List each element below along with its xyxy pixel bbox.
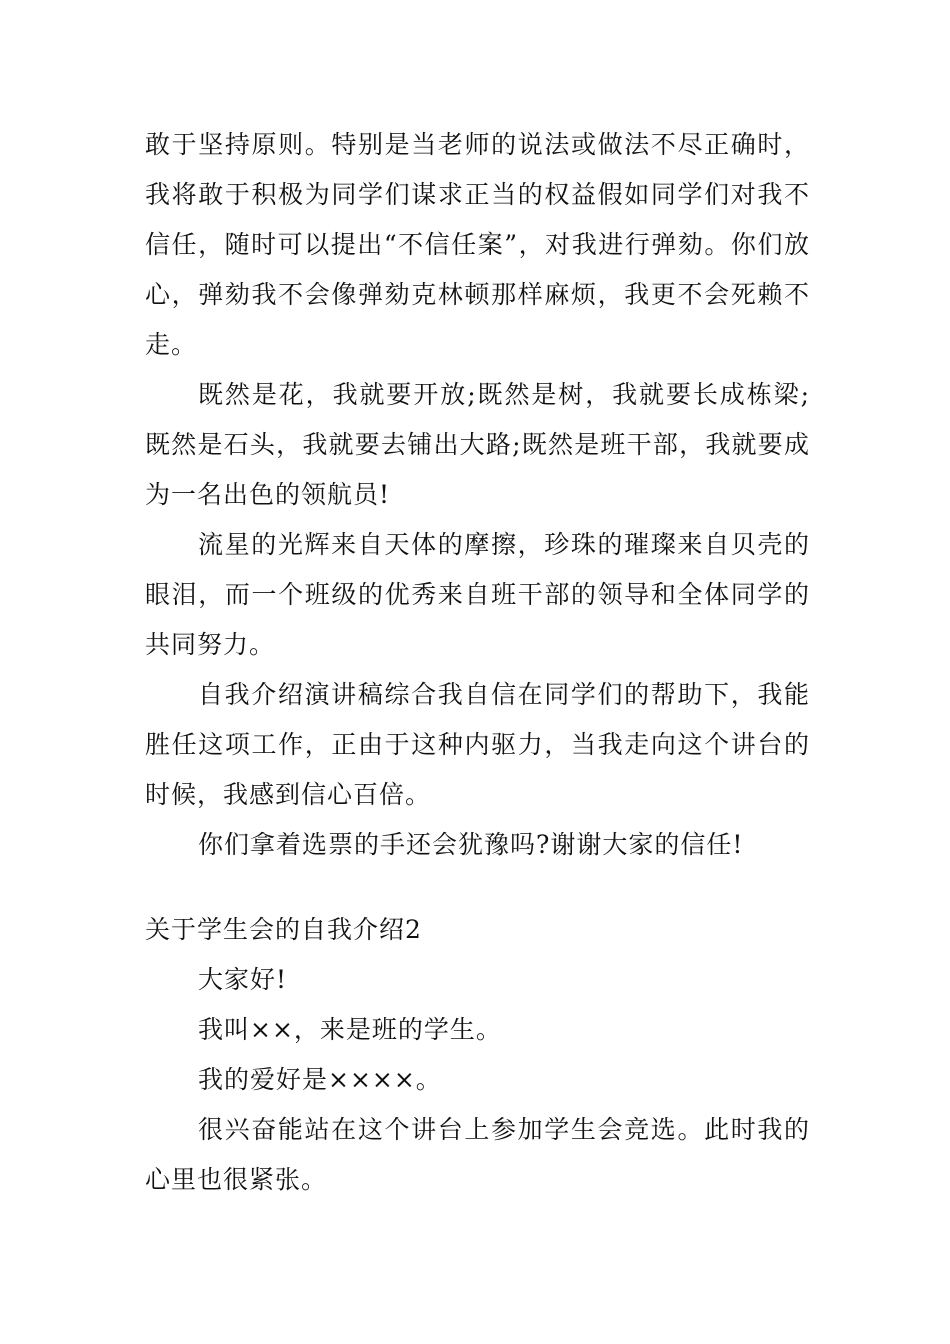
paragraph-hobby: 我的爱好是××××。 — [198, 1065, 442, 1094]
paragraph-flower-tree: 既然是花，我就要开放;既然是树，我就要长成栋梁;既然是石头，我就要去铺出大路;既然是班干部，我就要成为一名出色的领航员! — [145, 380, 810, 509]
paragraph-excited: 很兴奋能站在这个讲台上参加学生会竞选。此时我的心里也很紧张。 — [145, 1115, 810, 1194]
paragraph-name: 我叫××，来是班的学生。 — [198, 1015, 502, 1044]
paragraph-continued: 敢于坚持原则。特别是当老师的说法或做法不尽正确时，我将敢于积极为同学们谋求正当的权益假如同学们对我不信任，随时可以提出“不信任案”，对我进行弹劾。你们放心，弹劾我不会像弹劾克林顿那样麻烦，我更不会死赖不走。 — [145, 130, 810, 359]
paragraph-meteor: 流星的光辉来自天体的摩擦，珍珠的璀璨来自贝壳的眼泪，而一个班级的优秀来自班干部的领导和全体同学的共同努力。 — [145, 530, 810, 659]
paragraph-confidence: 自我介绍演讲稿综合我自信在同学们的帮助下，我能胜任这项工作，正由于这种内驱力，当我走向这个讲台的时候，我感到信心百倍。 — [145, 680, 810, 809]
paragraph-thanks: 你们拿着选票的手还会犹豫吗?谢谢大家的信任! — [198, 830, 744, 859]
paragraph-greeting: 大家好! — [198, 965, 288, 994]
section-heading: 关于学生会的自我介绍2 — [145, 915, 422, 944]
document-body — [145, 120, 810, 1205]
section-gap — [145, 870, 810, 905]
